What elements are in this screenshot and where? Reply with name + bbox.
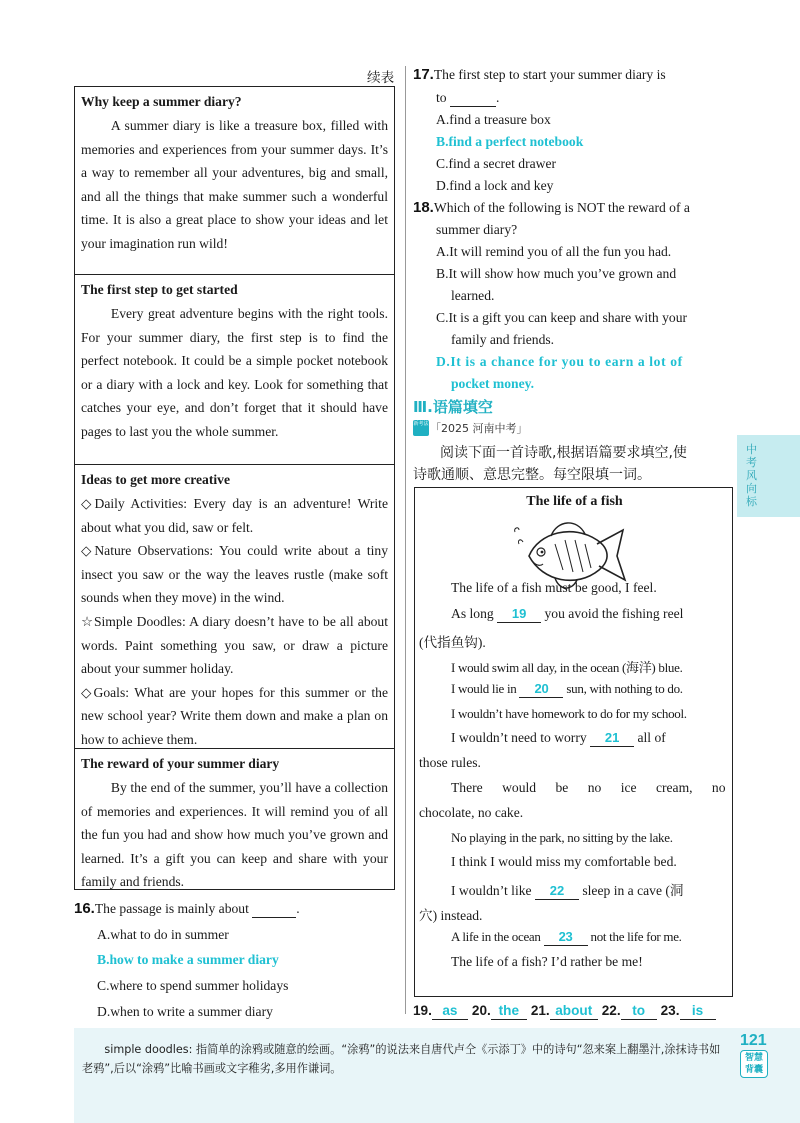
answer-value[interactable]: to	[621, 1003, 657, 1020]
poem-line-text: you avoid the fishing reel	[544, 606, 684, 621]
exam-source: 「2025 河南中考」	[430, 422, 528, 435]
passage-table	[74, 86, 395, 890]
poem-line-text: (代指鱼钩).	[419, 635, 486, 650]
question-number: 16.	[74, 900, 95, 917]
poem-line-text: The life of a fish must be good, I feel.	[451, 580, 657, 595]
poem-line	[415, 929, 734, 946]
question-17	[413, 64, 735, 86]
poem-line-text: I wouldn’t have homework to do for my school.	[451, 706, 687, 721]
poem-line-text: A life in the ocean	[451, 929, 541, 944]
poem-line	[415, 904, 734, 924]
poem-title: The life of a fish	[526, 494, 623, 509]
poem-line	[415, 631, 734, 651]
option-b-cont: learned.	[451, 288, 495, 303]
instruction-line-2: 诗歌通顺、意思完整。每空限填一词。	[413, 467, 651, 483]
footnote-band	[74, 1028, 734, 1123]
option-c[interactable]: C.where to spend summer holidays	[97, 978, 289, 993]
poem-line-text: I wouldn’t like	[451, 883, 532, 898]
section-paragraph: A summer diary is like a treasure box, filled with memories and experiences from your summer days. It’s a way to remember all your adventures, big and small, and all the things that make summer such a wonderful time. It is also a great place to show your ideas and let your imagination run wild!	[81, 118, 388, 251]
question-stem: The passage is mainly about	[94, 901, 249, 916]
blank-21[interactable]: 21	[590, 730, 634, 747]
blank-19[interactable]: 19	[497, 606, 541, 623]
answer-number: 20.	[471, 1003, 491, 1018]
poem-line	[415, 706, 734, 722]
section-paragraph: Every great adventure begins with the right tools. For your summer diary, the first step is to find the perfect notebook. It could be a simple pocket notebook or a diary with a lock and key. Look for something that catches your eye, and don’t forget that it should have pages to last you the whole summer.	[81, 306, 388, 439]
option-a[interactable]: A.what to do in summer	[97, 927, 229, 942]
answer-value[interactable]: the	[491, 1003, 527, 1020]
poem-line-text: I wouldn’t need to worry	[451, 730, 587, 745]
instruction-line-1: 阅读下面一首诗歌,根据语篇要求填空,使	[440, 445, 687, 461]
poem-line-text: I would lie in	[451, 681, 517, 696]
section-title: Ⅲ.语篇填空	[413, 398, 493, 416]
poem-line-text: sun, with nothing to do.	[566, 681, 683, 696]
wisdom-badge-label: 智慧背囊	[744, 1053, 763, 1075]
side-tab-label: 中考风向标	[746, 443, 757, 508]
option-d[interactable]: D.find a lock and key	[436, 178, 554, 193]
poem-line	[415, 879, 734, 900]
new-exam-badge	[413, 420, 429, 436]
idea-item: ◇Daily Activities: Every day is an adventure! Write about what you did, saw or felt.	[81, 496, 388, 535]
question-stem: The first step to start your summer diary is	[433, 67, 666, 82]
answer-value[interactable]: about	[550, 1003, 598, 1020]
section-reward	[75, 749, 394, 888]
question-16: 16.The passage is mainly about .	[74, 900, 300, 917]
poem-line	[415, 580, 734, 596]
section-ideas	[75, 465, 394, 749]
option-b[interactable]: B.It will show how much you’ve grown and	[436, 266, 677, 281]
idea-item: ◇Goals: What are your hopes for this summer or the new school year? Write them down and make a plan on how to achieve them.	[81, 684, 388, 747]
section-title: Why keep a summer diary?	[81, 94, 242, 109]
wisdom-badge	[740, 1050, 768, 1078]
section-why	[75, 87, 394, 275]
poem-line-text: not the life for me.	[590, 929, 682, 944]
poem-line	[415, 657, 734, 676]
question-stem: Which of the following is NOT the reward of a	[433, 200, 690, 215]
poem-line-text: all of	[637, 730, 666, 745]
poem-line-text: those rules.	[419, 755, 481, 770]
blank-22[interactable]: 22	[535, 883, 579, 900]
poem-line-text: 穴) instead.	[419, 908, 483, 923]
poem-line-text: chocolate, no cake.	[419, 805, 524, 820]
answer-number: 19.	[413, 1003, 432, 1018]
column-divider	[405, 66, 406, 1014]
idea-item: ◇Nature Observations: You could write about a tiny insect you saw or the way the leaves rustle (make soft sounds when they move) in the wind.	[81, 543, 388, 606]
option-d[interactable]: D.when to write a summer diary	[97, 1004, 273, 1019]
poem-line-text: The life of a fish? I’d rather be me!	[451, 954, 643, 969]
poem-line	[415, 780, 734, 796]
idea-item: ☆Simple Doodles: A diary doesn’t have to be all about words. Paint something you saw, or draw a picture about your summer holiday.	[81, 613, 388, 677]
badge-text: 新考法	[413, 421, 429, 427]
answer-number: 23.	[660, 1003, 680, 1018]
section-title: The reward of your summer diary	[81, 756, 280, 771]
answer-value[interactable]: as	[432, 1003, 468, 1020]
answer-key	[413, 1003, 735, 1020]
answer-blank[interactable]	[450, 90, 496, 107]
option-a[interactable]: A.find a treasure box	[436, 112, 551, 127]
answer-number: 21.	[530, 1003, 550, 1018]
poem-line-text: sleep in a cave (洞	[582, 883, 684, 898]
section-title: The first step to get started	[81, 282, 238, 297]
poem-line-text: There would be no ice cream, no	[451, 780, 726, 795]
poem-line	[415, 854, 734, 870]
poem-line	[415, 805, 734, 821]
page-number: 121	[740, 1032, 767, 1049]
section-title: Ideas to get more creative	[81, 472, 230, 487]
answer-blank[interactable]	[252, 901, 296, 918]
option-b-correct[interactable]: B.how to make a summer diary	[97, 952, 279, 967]
question-17-line2: to .	[436, 90, 500, 105]
poem-line	[415, 681, 734, 698]
option-c-cont: family and friends.	[451, 332, 555, 347]
option-c[interactable]: C.It is a gift you can keep and share with your	[436, 310, 688, 325]
option-c[interactable]: C.find a secret drawer	[436, 156, 557, 171]
footnote-text: simple doodles: 指简单的涂鸦或随意的绘画。“涂鸦”的说法来自唐代卢仝《示添丁》中的诗句“忽来案上翻墨汁,涂抹诗书如老鸦”,后以“涂鸦”比喻书画或文字稚劣,多用作谦词。	[82, 1043, 721, 1075]
question-18	[413, 197, 735, 219]
poem-line	[415, 954, 734, 970]
blank-20[interactable]: 20	[519, 681, 563, 698]
poem-box	[414, 487, 733, 997]
question-18-line2: summer diary?	[436, 222, 518, 237]
section-first-step	[75, 275, 394, 465]
question-number: 17.	[413, 66, 434, 83]
question-stem-cont: to	[436, 90, 447, 105]
poem-line-text: I would swim all day, in the ocean (海洋) blue.	[451, 660, 683, 675]
side-tab	[737, 435, 800, 517]
poem-line	[415, 755, 734, 771]
answer-value[interactable]: is	[680, 1003, 716, 1020]
option-a[interactable]: A.It will remind you of all the fun you had.	[436, 244, 672, 259]
poem-line-text: I think I would miss my comfortable bed.	[451, 854, 677, 869]
poem-line	[415, 730, 734, 747]
poem-line	[415, 606, 734, 623]
blank-23[interactable]: 23	[544, 929, 588, 946]
question-number: 18.	[413, 199, 434, 216]
poem-line	[415, 830, 734, 846]
option-d-correct[interactable]: D.It is a chance for you to earn a lot of	[436, 354, 683, 369]
option-d-cont: pocket money.	[451, 376, 535, 391]
poem-line-text: No playing in the park, no sitting by the lake.	[451, 830, 673, 845]
continued-label: 续表	[367, 70, 395, 86]
section-paragraph: By the end of the summer, you’ll have a collection of memories and experiences. It will remind you of all the fun you had and show how much you’ve grown and learned. It’s a gift you can keep and share with your family and friends.	[81, 780, 388, 890]
answer-number: 22.	[601, 1003, 621, 1018]
poem-line-text: As long	[451, 606, 494, 621]
option-b-correct[interactable]: B.find a perfect notebook	[436, 134, 584, 149]
